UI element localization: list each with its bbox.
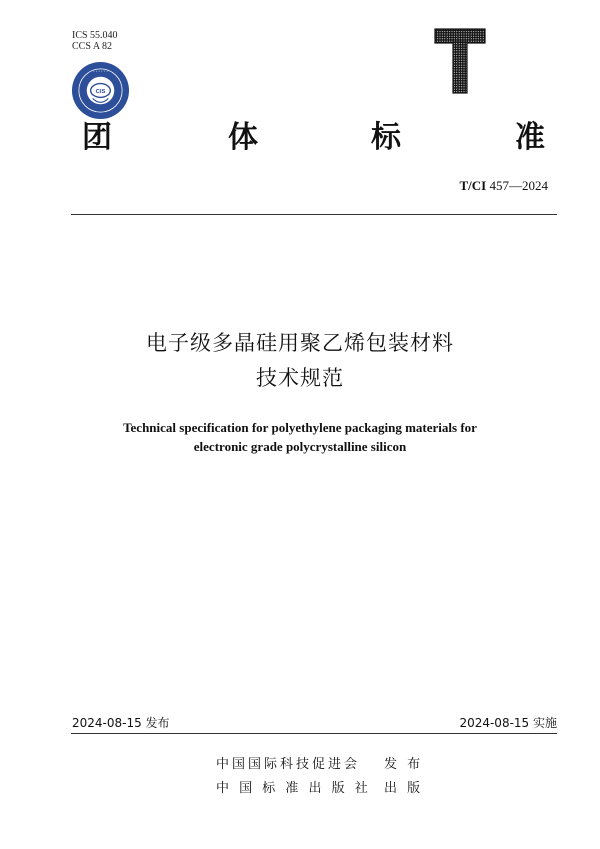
footer-divider [71,733,557,734]
implementation-date: 2024-08-15 实施 [459,716,557,730]
organization-logo [71,61,130,120]
english-title-line-2: electronic grade polycrystalline silicon [193,439,407,454]
svg-text:• • • • • • • •: • • • • • • • • [90,68,111,73]
standard-code-prefix: T/CI [459,178,487,193]
standard-type-char: 标 [371,120,401,155]
chinese-title-line-1: 电子级多晶硅用聚乙烯包装材料 [146,331,454,355]
standard-code-number: 457—2024 [489,178,548,193]
ics-code: ICS 55.040 [72,30,118,41]
press-role: 出 版 [384,781,424,796]
logo-text: CIS [95,88,106,95]
standard-letter-mark [434,28,486,94]
ccs-code: CCS A 82 [72,41,113,52]
publisher-role: 发 布 [384,757,424,772]
standard-type-char: 团 [82,120,112,155]
chinese-title-line-2: 技术规范 [256,366,344,390]
standard-code [460,178,548,194]
english-title-line-1: Technical specification for polyethylene packaging materials for [123,420,477,435]
standard-type-char: 准 [515,120,545,155]
standard-type-title [82,118,552,158]
header-divider [71,214,557,215]
press-org: 中 国 标 准 出 版 社 [216,781,371,796]
issue-date: 2024-08-15 发布 [72,716,170,730]
publisher-org: 中国国际科技促进会 [216,757,361,772]
classification-codes [72,30,118,52]
standard-type-char: 体 [228,120,258,155]
